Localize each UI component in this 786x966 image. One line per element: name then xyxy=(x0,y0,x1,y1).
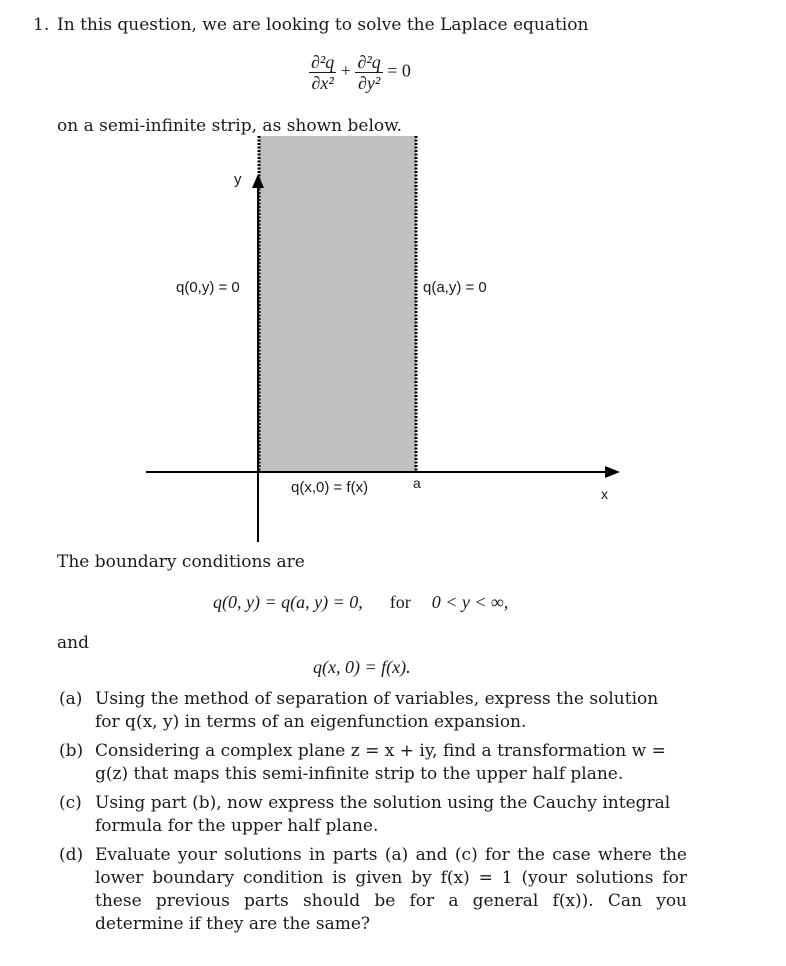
bottom-bc-label: q(x,0) = f(x) xyxy=(291,479,369,496)
part-a xyxy=(59,688,687,734)
plus-sign: + xyxy=(340,60,351,81)
x-axis-arrow xyxy=(605,466,620,478)
strip-region xyxy=(259,136,416,472)
part-c xyxy=(59,792,687,838)
bc-intro: The boundary conditions are xyxy=(57,552,305,572)
x-axis-label: x xyxy=(601,486,608,502)
part-text: Evaluate your solutions in parts (a) and (c) for the case where the lower boundary condition is given by f(x) = 1 (your solutions for these previous parts should be for a general f(x)). Can you determine if they are the same? xyxy=(95,845,687,934)
bc-sides-for: for xyxy=(389,592,411,612)
a-label: a xyxy=(413,475,421,491)
frac-den-1: ∂x² xyxy=(311,73,334,93)
part-text: Considering a complex plane z = x + iy, find a transformation w = g(z) that maps this semi-infinite strip to the upper half plane. xyxy=(95,741,666,784)
part-label: (c) xyxy=(59,793,82,813)
bc-sides-range: 0 < y < ∞, xyxy=(431,592,509,612)
y-axis-label: y xyxy=(234,171,242,188)
frac-num-1: ∂²q xyxy=(311,52,335,72)
part-b xyxy=(59,740,687,786)
bc-bottom-equation: q(x, 0) = f(x). xyxy=(313,657,411,677)
frac-den-2: ∂y² xyxy=(357,73,381,93)
left-bc-label: q(0,y) = 0 xyxy=(176,279,240,296)
bc-sides-equation xyxy=(213,592,508,613)
part-label: (a) xyxy=(59,689,83,709)
frac-num-2: ∂²q xyxy=(357,52,381,72)
strip-text: on a semi-infinite strip, as shown below. xyxy=(57,116,403,136)
equation-rhs: = 0 xyxy=(387,60,411,81)
part-label: (b) xyxy=(59,741,84,761)
part-text: Using the method of separation of variables, express the solution for q(x, y) in terms of an eigenfunction expansion. xyxy=(95,689,659,732)
part-text: Using part (b), now express the solution using the Cauchy integral formula for the upper half plane. xyxy=(95,793,671,836)
question-number: 1. xyxy=(33,15,50,35)
bc-sides-lhs: q(0, y) = q(a, y) = 0, xyxy=(213,592,363,612)
part-label: (d) xyxy=(59,845,84,865)
part-d xyxy=(59,844,687,936)
and-text: and xyxy=(57,633,89,653)
question-intro: In this question, we are looking to solve the Laplace equation xyxy=(57,15,589,35)
right-bc-label: q(a,y) = 0 xyxy=(423,279,487,296)
